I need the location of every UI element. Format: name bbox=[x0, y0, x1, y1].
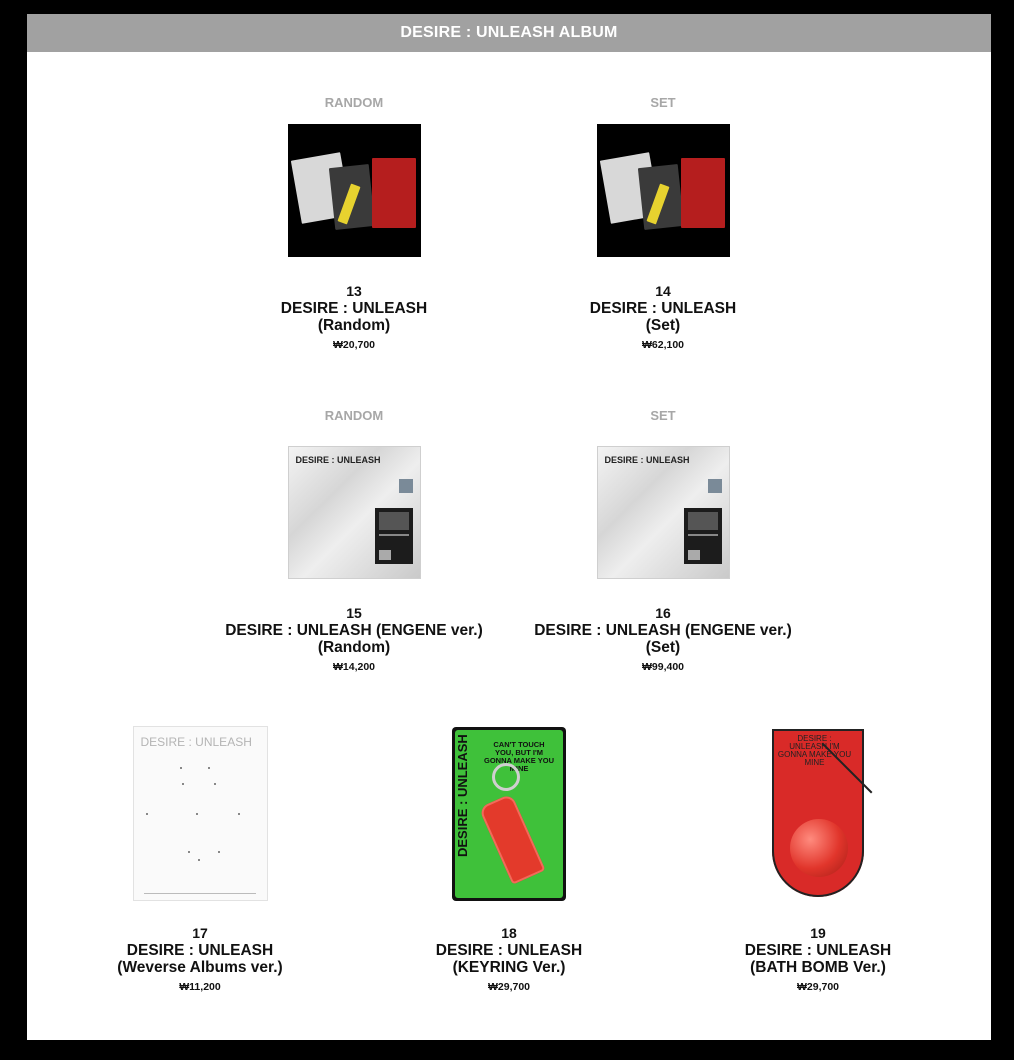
product-price: ₩14,200 bbox=[332, 661, 376, 673]
product-title[interactable]: DESIRE : UNLEASH (Random) bbox=[280, 300, 428, 334]
product-price: ₩29,700 bbox=[487, 981, 531, 993]
product-type-label: SET bbox=[650, 95, 676, 110]
product-title[interactable]: DESIRE : UNLEASH (BATH BOMB Ver.) bbox=[744, 942, 892, 976]
product-type-label: SET bbox=[650, 408, 676, 423]
product-item-15[interactable] bbox=[204, 408, 504, 673]
product-number: 17 bbox=[192, 925, 208, 941]
product-item-18[interactable] bbox=[359, 727, 659, 993]
product-title[interactable]: DESIRE : UNLEASH (KEYRING Ver.) bbox=[435, 942, 583, 976]
product-item-19[interactable] bbox=[668, 727, 968, 993]
product-item-17[interactable] bbox=[50, 727, 350, 993]
product-item-13[interactable] bbox=[204, 95, 504, 351]
product-title[interactable]: DESIRE : UNLEASH (ENGENE ver.) (Set) bbox=[534, 622, 792, 656]
cover-label: DESIRE : UNLEASH bbox=[604, 455, 690, 465]
album-cover-image[interactable] bbox=[597, 124, 730, 257]
product-number: 13 bbox=[346, 283, 362, 299]
product-type-label: RANDOM bbox=[324, 408, 384, 423]
product-title[interactable]: DESIRE : UNLEASH (Weverse Albums ver.) bbox=[117, 942, 283, 976]
cover-label: DESIRE : UNLEASH bbox=[140, 735, 252, 749]
product-price: ₩20,700 bbox=[332, 339, 376, 351]
bath-bomb-image[interactable] bbox=[752, 727, 885, 901]
album-cover-image[interactable] bbox=[597, 446, 730, 579]
product-price: ₩99,400 bbox=[641, 661, 685, 673]
keyring-vertical-label: DESIRE : UNLEASH bbox=[455, 734, 470, 857]
album-cover-image[interactable] bbox=[288, 124, 421, 257]
product-title[interactable]: DESIRE : UNLEASH (Set) bbox=[589, 300, 737, 334]
product-sheet bbox=[27, 14, 991, 1040]
album-cover-image[interactable] bbox=[288, 446, 421, 579]
product-type-label: RANDOM bbox=[324, 95, 384, 110]
page-title: DESIRE : UNLEASH ALBUM bbox=[27, 14, 991, 52]
product-number: 16 bbox=[655, 605, 671, 621]
bath-bomb-text: DESIRE : UNLEASH I'M GONNA MAKE YOU MINE bbox=[777, 734, 852, 767]
keyring-image[interactable] bbox=[452, 727, 566, 901]
product-item-16[interactable] bbox=[513, 408, 813, 673]
album-cover-image[interactable] bbox=[134, 727, 267, 900]
product-number: 15 bbox=[346, 605, 362, 621]
product-item-14[interactable] bbox=[513, 95, 813, 351]
product-number: 19 bbox=[810, 925, 826, 941]
product-title[interactable]: DESIRE : UNLEASH (ENGENE ver.) (Random) bbox=[225, 622, 483, 656]
keyring-text: CAN'T TOUCH YOU, BUT I'M GONNA MAKE YOU MINE bbox=[484, 740, 555, 773]
cover-label: DESIRE : UNLEASH bbox=[295, 455, 381, 465]
product-price: ₩29,700 bbox=[796, 981, 840, 993]
product-price: ₩11,200 bbox=[179, 981, 221, 993]
product-number: 18 bbox=[501, 925, 517, 941]
product-number: 14 bbox=[655, 283, 671, 299]
product-price: ₩62,100 bbox=[641, 339, 685, 351]
